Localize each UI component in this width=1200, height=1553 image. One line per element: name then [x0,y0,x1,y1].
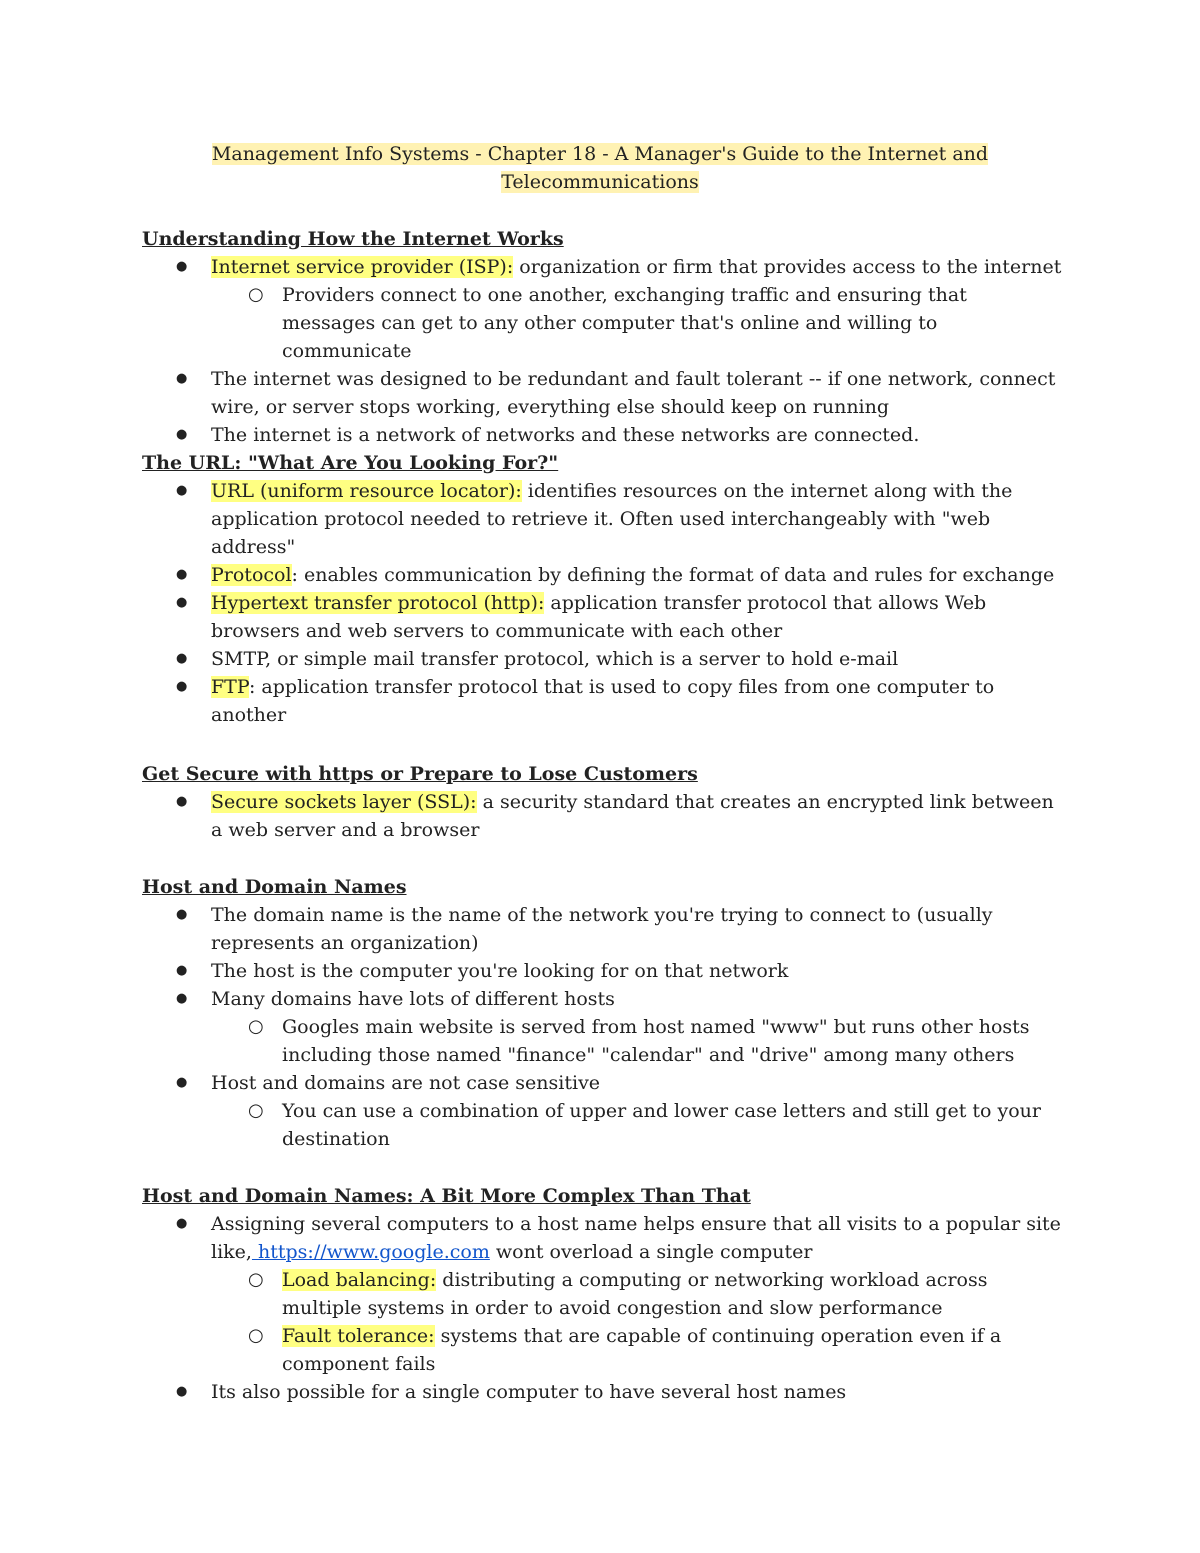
item-text: Many domains have lots of different hosts [211,988,615,1010]
highlighted-term: Hypertext transfer protocol (http): [211,592,545,614]
sub-list-item [142,1013,1062,1069]
item-text: SMTP, or simple mail transfer protocol, which is a server to hold e-mail [211,648,899,670]
section-heading: The URL: "What Are You Looking For?" [142,452,559,474]
document-title [0,140,1200,196]
list-item [142,673,1062,729]
bullet-list [142,253,1062,449]
title-line-2: Telecommunications [501,171,699,193]
item-text: You can use a combination of upper and lower case letters and still get to your destination [282,1100,1041,1150]
sub-list-item [142,1322,1062,1378]
section-heading: Understanding How the Internet Works [142,228,564,250]
highlighted-term: URL (uniform resource locator): [211,480,522,502]
sub-list-item [142,1097,1062,1153]
list-item [142,1210,1062,1266]
item-text: The internet was designed to be redundant and fault tolerant -- if one network, connect wire, or server stops working, everything else should keep on running [211,368,1056,418]
section-heading: Host and Domain Names: A Bit More Complex Than That [142,1185,751,1207]
section-host-domain [142,873,1062,1153]
list-item [142,645,1062,673]
bullet-list [142,901,1062,1153]
highlighted-term: Load balancing: [282,1269,437,1291]
list-item [142,788,1062,844]
item-text: : application transfer protocol that is used to copy files from one computer to another [211,676,995,726]
highlighted-term: FTP [211,676,249,698]
highlighted-term: Protocol [211,564,292,586]
bullet-list [142,477,1062,729]
item-text: systems that are capable of continuing operation even if a component fails [282,1325,1002,1375]
item-text: Googles main website is served from host named "www" but runs other hosts including those named "finance" "calendar" and "drive" among many others [282,1016,1030,1066]
item-text: identifies resources on the internet along with the application protocol needed to retrieve it. Often used interchangeably with "web address" [211,480,1013,558]
list-item [142,901,1062,957]
section-heading: Get Secure with https or Prepare to Lose Customers [142,763,698,785]
list-item [142,589,1062,645]
highlighted-term: Internet service provider (ISP): [211,256,514,278]
list-item [142,421,1062,449]
item-text: organization or firm that provides access to the internet [513,256,1062,278]
item-text: Assigning several computers to a host name helps ensure that all visits to a popular site like, [211,1213,1061,1263]
item-text: distributing a computing or networking workload across multiple systems in order to avoid congestion and slow performance [282,1269,988,1319]
item-text: wont overload a single computer [489,1241,813,1263]
sub-list-item [142,1266,1062,1322]
section-https [142,760,1062,844]
list-item [142,253,1062,281]
sub-list-item [142,281,1062,365]
item-text: : enables communication by defining the format of data and rules for exchange [291,564,1055,586]
item-text: Providers connect to one another, exchanging traffic and ensuring that messages can get to any other computer that's online and willing to communicate [282,284,967,362]
list-item [142,1069,1062,1097]
item-text: Its also possible for a single computer to have several host names [211,1381,847,1403]
section-heading: Host and Domain Names [142,876,407,898]
section-internet-works [142,225,1062,449]
list-item [142,561,1062,589]
item-text: a security standard that creates an encrypted link between a web server and a browser [211,791,1054,841]
section-host-domain-complex [142,1182,1062,1406]
list-item [142,985,1062,1013]
list-item [142,1378,1062,1406]
bullet-list [142,788,1062,844]
item-text: Host and domains are not case sensitive [211,1072,601,1094]
highlighted-term: Fault tolerance: [282,1325,435,1347]
item-text: The domain name is the name of the network you're trying to connect to (usually represents an organization) [211,904,993,954]
item-text: The internet is a network of networks and these networks are connected. [211,424,920,446]
highlighted-term: Secure sockets layer (SSL): [211,791,477,813]
title-line-1: Management Info Systems - Chapter 18 - A Manager's Guide to the Internet and [211,143,989,165]
item-text: The host is the computer you're looking for on that network [211,960,789,982]
google-link[interactable]: https://www.google.com [251,1241,490,1263]
item-text: application transfer protocol that allows Web browsers and web servers to communicate with each other [211,592,987,642]
section-url [142,449,1062,729]
list-item [142,477,1062,561]
bullet-list [142,1210,1062,1406]
list-item [142,365,1062,421]
list-item [142,957,1062,985]
